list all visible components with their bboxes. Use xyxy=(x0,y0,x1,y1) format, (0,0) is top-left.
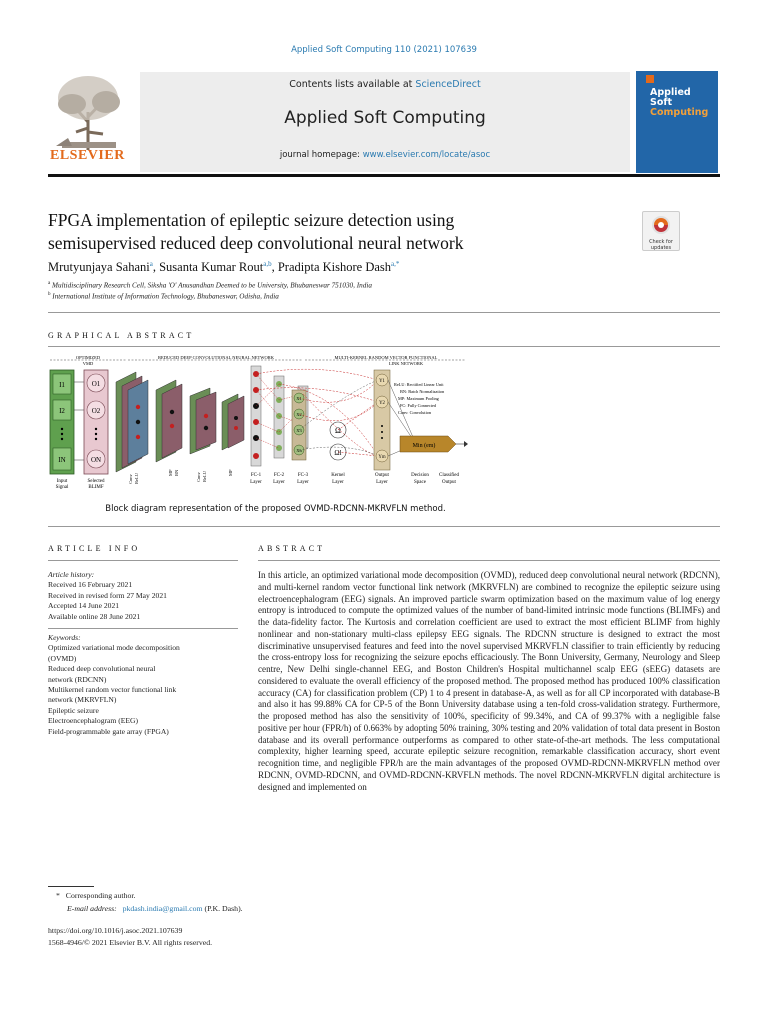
history-revised: Received in revised form 27 May 2021 xyxy=(48,590,167,600)
contents-line xyxy=(140,79,630,90)
footnote-rule xyxy=(48,886,94,887)
input-i2: I2 xyxy=(59,407,65,415)
label-mkrvfln-1: MULTI-KERNEL RANDOM VECTOR FUNCTIONAL xyxy=(334,355,438,360)
label-vmd: VMD xyxy=(82,361,94,366)
corresponding-note xyxy=(56,891,136,900)
kernel-layer xyxy=(330,422,346,485)
article-info-heading: ARTICLE INFO xyxy=(48,544,141,553)
keyword: Electroencephalogram (EEG) xyxy=(48,716,139,726)
cover-title xyxy=(650,88,710,118)
homepage-line xyxy=(140,150,630,160)
label-layer: Layer xyxy=(297,480,309,485)
author-list: Mrutyunjaya Sahani$^a$, Susanta Kumar Rout$^{a,b}$, Pradipta Kishore Dash$^{a,*}$ xyxy=(48,260,400,275)
affil-text: International Institute of Information Technology, Bhubaneswar, Odisha, India xyxy=(52,292,279,301)
divider xyxy=(48,346,720,347)
check-updates-text-2: updates xyxy=(650,245,672,251)
cover-title-3: Computing xyxy=(650,107,709,118)
label-relu: ReLU xyxy=(134,473,139,484)
legend-relu: ReLU: Rectified Linear Unit xyxy=(394,382,444,387)
node-xn: Xn xyxy=(296,448,302,453)
legend-mp: MP: Maximum Pooling xyxy=(398,396,439,401)
email-label: E-mail address: xyxy=(67,904,117,913)
keyword: Field-programmable gate array (FPGA) xyxy=(48,726,169,736)
label-output: Output xyxy=(375,473,389,478)
conv-block-1 xyxy=(116,372,148,484)
legend-conv: Conv: Convolution xyxy=(398,410,432,415)
affiliation-b xyxy=(48,292,279,300)
divider xyxy=(48,560,238,561)
legend-bn: BN: Batch Normalization xyxy=(400,389,445,394)
article-history xyxy=(48,570,238,622)
doi-link[interactable]: https://doi.org/10.1016/j.asoc.2021.107639 xyxy=(48,926,183,935)
label-input: Input xyxy=(56,479,68,484)
contents-prefix: Contents lists available at xyxy=(289,79,416,90)
cover-emblem xyxy=(646,75,654,83)
keyword: (OVMD) xyxy=(48,653,77,663)
label-signal: Signal xyxy=(55,485,69,490)
kernel-omega-l: Ωl xyxy=(334,449,342,457)
label-blimf: BLIMF xyxy=(88,485,104,490)
journal-citation[interactable]: Applied Soft Computing 110 (2021) 107639 xyxy=(291,45,477,55)
label-layer: Layer xyxy=(250,480,262,485)
figure-caption: Block diagram representation of the proposed OVMD-RDCNN-MKRVFLN method. xyxy=(105,504,446,514)
decision-min-box xyxy=(400,436,468,452)
legend-fc: FC: Fully Connected xyxy=(400,403,437,408)
header-rule xyxy=(48,174,720,177)
kernel-omega: Ω xyxy=(335,426,341,435)
abstract-heading: ABSTRACT xyxy=(258,544,326,553)
label-conv: Conv xyxy=(196,472,201,482)
node-x1: X1 xyxy=(296,396,302,401)
publisher-name: ELSEVIER xyxy=(50,148,125,163)
label-rdcnn: REDUCED DEEP CONVOLUTIONAL NEURAL NETWORK xyxy=(158,355,274,360)
cover-title-2: Soft xyxy=(650,97,673,108)
history-label: Article history: xyxy=(48,570,95,579)
history-online: Available online 28 June 2021 xyxy=(48,611,141,621)
output-layer xyxy=(374,370,390,485)
copyright: 1568-4946/© 2021 Elsevier B.V. All rights reserved. xyxy=(48,938,213,947)
keyword: network (RDCNN) xyxy=(48,674,107,684)
affil-text: Multidisciplinary Research Cell, Siksha 'O' Anusandhan Deemed to be University, Bhubaneswar 751030, India xyxy=(52,281,372,290)
label-layer: Layer xyxy=(332,480,344,485)
journal-title: Applied Soft Computing xyxy=(284,108,486,128)
output-o2: O2 xyxy=(91,407,101,415)
label-mp: MP xyxy=(228,469,233,476)
label-layer: Layer xyxy=(273,480,285,485)
abstract-text: In this article, an optimized variational mode decomposition (OVMD), reduced deep convolutional neural network (RDCNN), and multi-kernel random vector functional link network (MKRVFLN) are combined to recognize the epileptic seizure using electroencephalogram (EEG) signals. An improved particle swarm optimization based on the maximum value of log energy entropy is introduced to compute the optimized values of the number of band-limited intrinsic mode functions (BLIMFs) and the data-fidelity factor. The Kurtosis and correlation coefficient are used to extract the most efficient BLIMF from highly nonlinear and non-stationary multi-class epilepsy EEG signals. The RDCNN structure is designed to extract the most discriminative unsupervised features and feed into the novel supervised MKRVFLN classifier to train efficiently by reducing the cross-entropy loss for recognizing the seizure epochs efficaciously. The Bonn University, Germany, Neurology and Sleep centre, New Delhi single-channel EEG, and Boston Children's Hospital multichannel scalp EEG (sEEG) datasets are considered to evaluate the overall efficiency of the proposed method. The proposed method has produced 100% classification accuracy (CA) for classification problem (CP) 1 to 4 present in database-A, as well as for all CP incorporated with database-B and also it has 99.88% CA for CP-5 of the Bonn University database using a ten-fold cross-validation strategy. Furthermore, the proposed method has also the sensitivity of 100%, specificity of 99.34%, and CA of 99.37% with a negligible false positive per hour (FPR/h) of 0.663% by adopting 50% training, 30% testing and 20% validation of total data present in Boston database and its overall performance outperforms as compared to other state-of-the-art methods. The less computational complexity, higher learning speed, accurate epileptic seizure recognition, remarkable classification accuracy, short event recognition time, and negligible FPR/h are the main advantages of the proposed OVMD-RDCNN-MKRVFLN method over RDCNN, OVMD-RDCNN, and OVMD-RDCNN-KRVFLN methods. The novel RDCNN-MKRVFLN digital architecture is designed and implemented on xyxy=(258,570,720,792)
conv-block-3 xyxy=(190,388,216,482)
keywords-label: Keywords: xyxy=(48,633,81,642)
affiliation-a xyxy=(48,281,372,289)
keywords xyxy=(48,633,238,737)
email-note xyxy=(67,904,243,913)
diagram-legend xyxy=(394,382,445,415)
divider xyxy=(258,560,720,561)
label-kernel: Kernel xyxy=(331,473,345,478)
label-space: Space xyxy=(414,480,426,485)
affil-sup: a xyxy=(48,281,51,286)
divider xyxy=(48,628,238,629)
conv-block-2 xyxy=(156,380,182,476)
check-updates-icon xyxy=(651,215,671,235)
title-line-1: FPGA implementation of epileptic seizure detection using xyxy=(48,210,455,230)
keyword: Reduced deep convolutional neural xyxy=(48,664,156,674)
author-affil-sup[interactable]: a,b xyxy=(263,260,272,268)
author-affil-sup[interactable]: a xyxy=(149,260,153,268)
title-line-2: semisupervised reduced deep convolutional neural network xyxy=(48,233,464,253)
label-fc3: FC-3 xyxy=(297,473,309,478)
input-i1: I1 xyxy=(59,381,65,389)
author-affil-sup[interactable]: a,* xyxy=(391,260,400,268)
check-updates-text-1: Check for xyxy=(649,239,673,245)
label-mkrvfln-2: LINK NETWORK xyxy=(388,361,424,366)
node-ym: Ym xyxy=(378,455,386,460)
label-fc1: FC-1 xyxy=(250,473,262,478)
min-em-label: Min (em) xyxy=(412,443,436,449)
conv-block-4 xyxy=(222,394,244,476)
label-decision: Decision xyxy=(411,473,429,478)
divider xyxy=(48,526,720,527)
divider xyxy=(48,312,720,313)
output-on: ON xyxy=(90,456,102,464)
footnote-star: * xyxy=(56,891,60,900)
node-x3: X3 xyxy=(296,428,302,433)
email-suffix: (P.K. Dash). xyxy=(204,904,243,913)
author-name[interactable]: Mrutyunjaya Sahani xyxy=(48,260,150,275)
elsevier-logo xyxy=(48,72,130,164)
node-y1: Y1 xyxy=(379,379,385,384)
graphical-abstract-figure[interactable] xyxy=(48,352,528,500)
hidden-nodes xyxy=(292,390,306,460)
history-accepted: Accepted 14 June 2021 xyxy=(48,601,120,611)
node-y2: Y2 xyxy=(379,401,385,406)
graphical-abstract-heading: GRAPHICAL ABSTRACT xyxy=(48,331,195,340)
input-in: IN xyxy=(58,456,66,464)
keyword: Optimized variational mode decomposition xyxy=(48,643,180,653)
check-updates-badge[interactable] xyxy=(642,211,680,251)
label-classified: Classified xyxy=(439,473,459,478)
keyword: Multikernel random vector functional link xyxy=(48,685,177,695)
label-layer: Layer xyxy=(376,480,388,485)
homepage-prefix: journal homepage: xyxy=(279,150,363,160)
label-relu: ReLU xyxy=(202,471,207,482)
node-x2: X2 xyxy=(296,412,302,417)
label-bn: BN xyxy=(174,469,179,476)
label-optimized: OPTIMIZED xyxy=(75,355,101,360)
label-mp: MP xyxy=(168,469,173,476)
homepage-link[interactable]: www.elsevier.com/locate/asoc xyxy=(362,150,491,160)
label-fc2: FC-2 xyxy=(273,473,285,478)
author-name[interactable]: Susanta Kumar Rout xyxy=(159,260,264,275)
label-conv: Conv xyxy=(128,474,133,484)
paper-title xyxy=(48,209,628,255)
cover-title-1: Applied xyxy=(650,87,691,98)
history-received: Received 16 February 2021 xyxy=(48,580,133,590)
block-diagram xyxy=(48,352,528,500)
keyword: Epileptic seizure xyxy=(48,705,99,715)
email-link[interactable]: pkdash.india@gmail.com xyxy=(122,904,203,913)
keyword: network (MKRVFLN) xyxy=(48,695,117,705)
label-output: Output xyxy=(442,480,456,485)
author-name[interactable]: Pradipta Kishore Dash xyxy=(277,260,392,275)
sciencedirect-link[interactable]: ScienceDirect xyxy=(415,79,481,90)
output-o1: O1 xyxy=(91,380,101,388)
corresponding-label: Corresponding author. xyxy=(65,891,136,900)
affil-sup: b xyxy=(48,292,51,297)
label-selected: Selected xyxy=(87,479,105,484)
